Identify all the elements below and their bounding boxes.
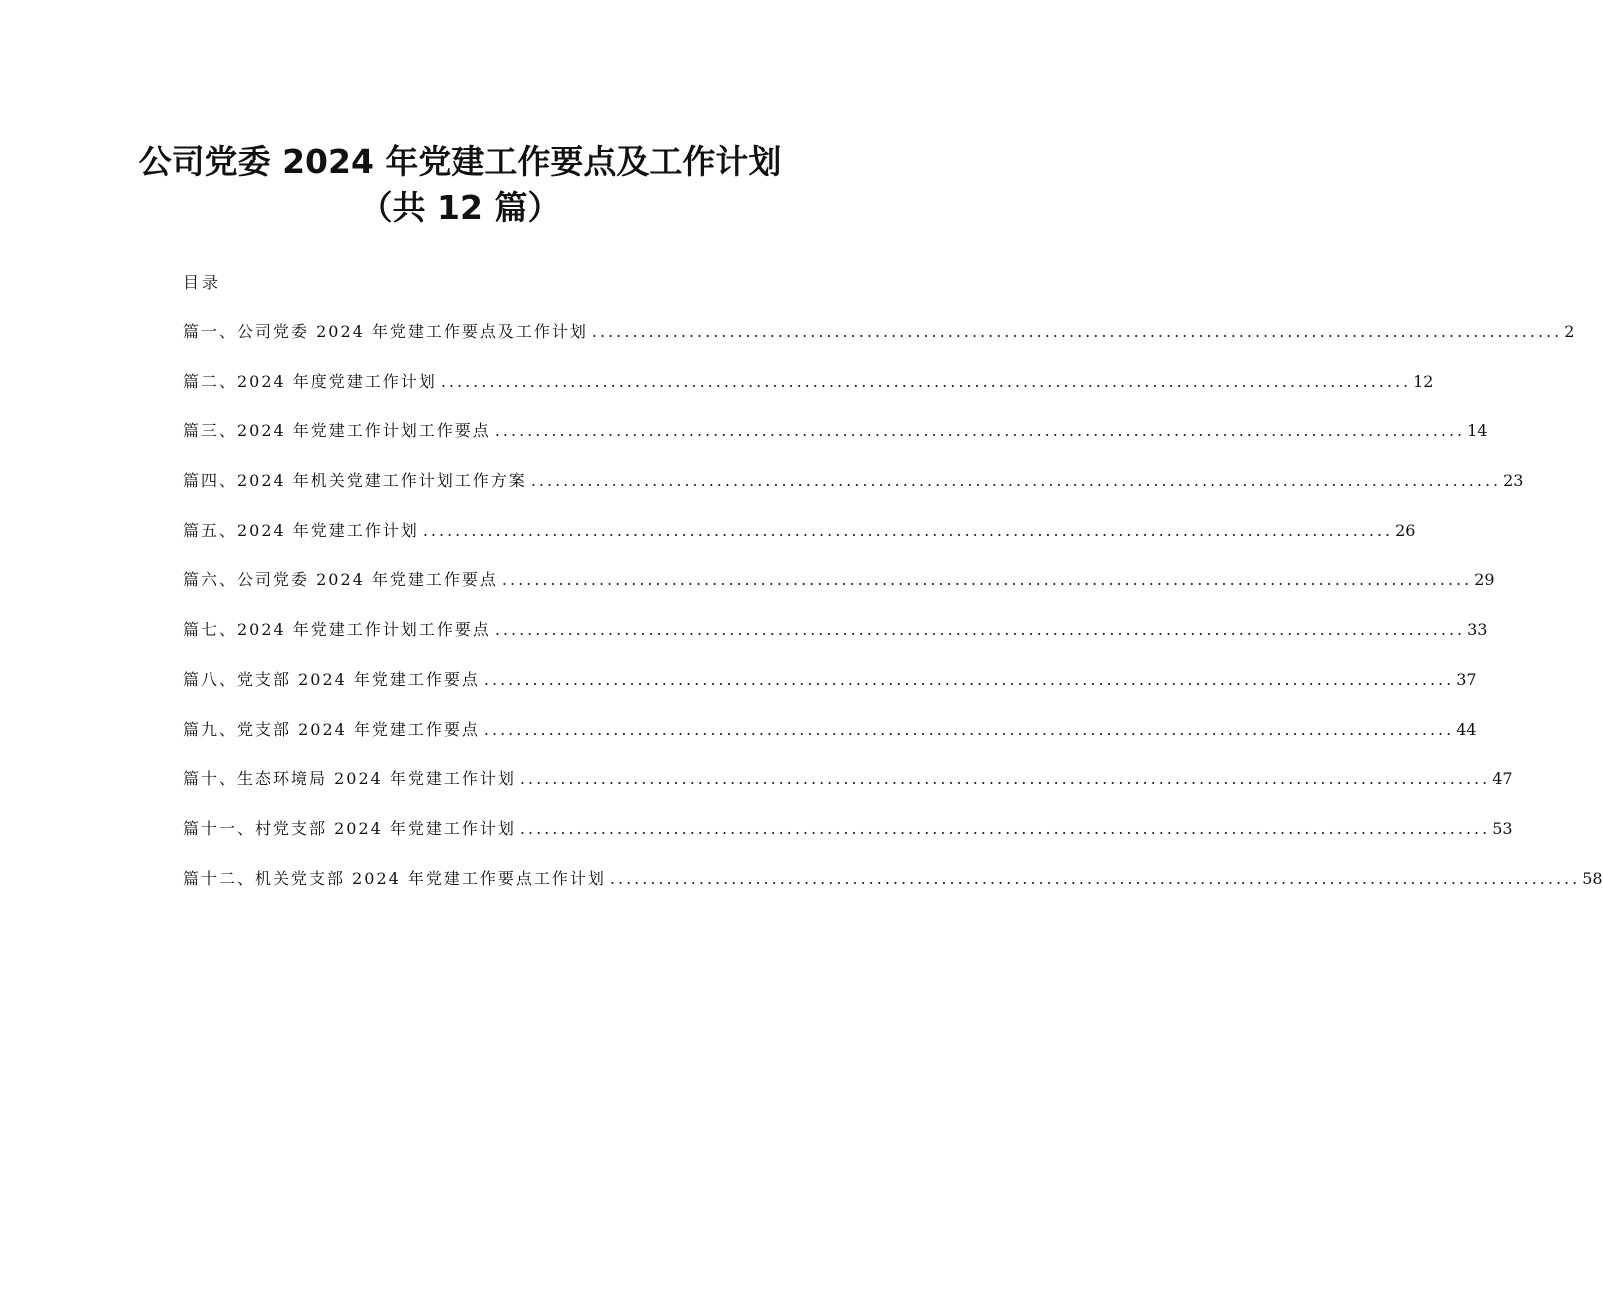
toc-entry[interactable] bbox=[183, 668, 1477, 718]
toc-entry-page: 12 bbox=[1413, 371, 1434, 391]
toc-entry-page: 23 bbox=[1503, 471, 1524, 491]
toc-leader-dots: ........................................................................................................................ bbox=[501, 570, 1473, 590]
toc-entry-label: 篇六、公司党委 2024 年党建工作要点 bbox=[183, 570, 498, 590]
toc-leader-dots: ........................................................................................................................ bbox=[494, 620, 1466, 640]
toc-entry[interactable] bbox=[183, 767, 1513, 817]
toc-entry-label: 篇八、党支部 2024 年党建工作要点 bbox=[183, 669, 480, 689]
toc-entry[interactable] bbox=[183, 867, 1603, 917]
toc-leader-dots: ........................................................................................................................ bbox=[519, 818, 1491, 838]
toc-entry-label: 篇四、2024 年机关党建工作计划工作方案 bbox=[183, 471, 527, 491]
toc-entry-label: 篇十一、村党支部 2024 年党建工作计划 bbox=[183, 818, 516, 838]
toc-entry[interactable] bbox=[183, 469, 1524, 519]
toc-entry-label: 篇二、2024 年度党建工作计划 bbox=[183, 371, 437, 391]
document-title: 公司党委 2024 年党建工作要点及工作计划 bbox=[138, 142, 782, 181]
toc-entry-page: 47 bbox=[1492, 769, 1513, 789]
toc-entry[interactable] bbox=[183, 718, 1477, 768]
toc-leader-dots: ........................................................................................................................ bbox=[483, 719, 1455, 739]
toc-entry-page: 53 bbox=[1492, 818, 1513, 838]
toc-entry[interactable] bbox=[183, 519, 1416, 569]
toc-entry-label: 篇七、2024 年党建工作计划工作要点 bbox=[183, 620, 491, 640]
toc-entry-label: 篇十、生态环境局 2024 年党建工作计划 bbox=[183, 769, 516, 789]
toc-entry-label: 篇十二、机关党支部 2024 年党建工作要点工作计划 bbox=[183, 868, 606, 888]
toc-leader-dots: ........................................................................................................................ bbox=[519, 769, 1491, 789]
toc-entry-page: 58 bbox=[1582, 868, 1603, 888]
toc-entry-label: 篇九、党支部 2024 年党建工作要点 bbox=[183, 719, 480, 739]
document-subtitle: （共 12 篇） bbox=[359, 188, 561, 227]
toc-entry-label: 篇五、2024 年党建工作计划 bbox=[183, 520, 419, 540]
toc-entry-page: 44 bbox=[1456, 719, 1477, 739]
toc-entry[interactable] bbox=[183, 320, 1575, 370]
toc-entry-page: 26 bbox=[1395, 520, 1416, 540]
toc-leader-dots: ........................................................................................................................ bbox=[609, 868, 1581, 888]
toc-entry-page: 2 bbox=[1564, 322, 1575, 341]
toc-leader-dots: ........................................................................................................................ bbox=[422, 520, 1394, 540]
toc-leader-dots: ........................................................................................................................ bbox=[530, 471, 1502, 491]
toc-entry-page: 37 bbox=[1456, 669, 1477, 689]
toc-entry-label: 篇一、公司党委 2024 年党建工作要点及工作计划 bbox=[183, 322, 588, 341]
toc-leader-dots: ........................................................................................................................ bbox=[494, 421, 1466, 441]
toc-entry[interactable] bbox=[183, 618, 1488, 668]
toc-entry[interactable] bbox=[183, 419, 1488, 469]
toc-entry[interactable] bbox=[183, 817, 1513, 867]
toc-entry-page: 14 bbox=[1467, 421, 1488, 441]
toc-leader-dots: ........................................................................................................................ bbox=[483, 669, 1455, 689]
toc-entry-page: 29 bbox=[1474, 570, 1495, 590]
toc-heading: 目录 bbox=[183, 273, 222, 292]
toc-entry-label: 篇三、2024 年党建工作计划工作要点 bbox=[183, 421, 491, 441]
toc-entry[interactable] bbox=[183, 568, 1495, 618]
table-of-contents bbox=[183, 320, 1603, 916]
toc-leader-dots: ........................................................................................................................ bbox=[440, 371, 1412, 391]
toc-entry-page: 33 bbox=[1467, 620, 1488, 640]
toc-leader-dots: ........................................................................................................................ bbox=[591, 322, 1563, 341]
toc-entry[interactable] bbox=[183, 370, 1434, 420]
